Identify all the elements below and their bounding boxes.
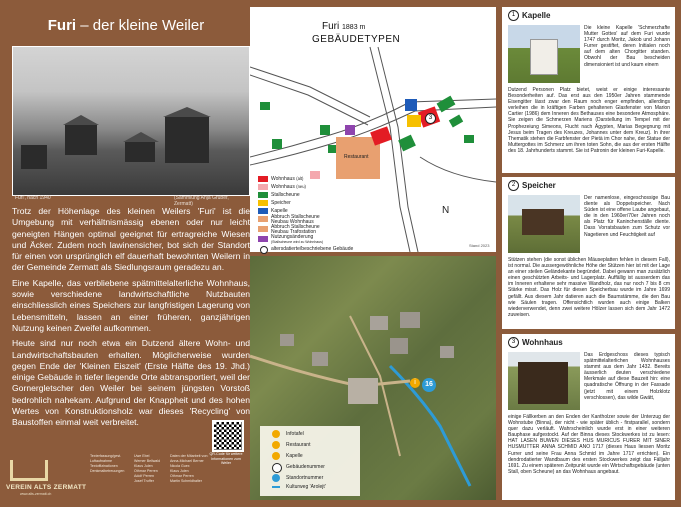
credit-name: Othmar Perren: [170, 474, 194, 478]
restaurant-label: Restaurant: [344, 154, 369, 160]
credits-col-1: [90, 454, 124, 474]
legend-label: Abbruch Stallscheune: [271, 224, 320, 230]
aerial-legend: [260, 426, 360, 496]
left-column: [6, 6, 250, 501]
logo-url: www.alts-zermatt.ch: [20, 492, 52, 496]
legend-swatch: [258, 226, 268, 232]
circle-icon: [260, 246, 268, 254]
map-subtitle: GEBÄUDETYPEN: [312, 34, 401, 45]
restaurant-icon: [272, 441, 280, 449]
credits-col-2: [134, 454, 160, 484]
chapel-icon: [272, 452, 280, 460]
legend-row: [258, 191, 353, 199]
map-legend: [258, 175, 353, 253]
legend-swatch: [258, 208, 268, 214]
historic-photo: [12, 46, 250, 196]
credit-label: Denkmalbetreuungen: [90, 469, 125, 473]
map-title-text: Furi: [322, 21, 340, 32]
photo-house: [125, 142, 155, 162]
logo-house-icon: [10, 460, 48, 481]
legend-label: Wohnhaus: [271, 176, 295, 182]
building-stallscheune: [272, 139, 282, 149]
kapelle-building: [530, 39, 558, 75]
legend-row: [258, 175, 353, 183]
map-stand: Stand 2023: [469, 243, 490, 248]
credit-name: Nicola Guex: [170, 464, 190, 468]
panel-kapelle: [502, 7, 675, 173]
credit-name: Daten der Mitarbeit von:: [170, 454, 209, 458]
legend-swatch: [258, 216, 268, 222]
panel-text: Der namenlose, eingeschossige Bau diente als Doppelspeicher. Nach Süden ist eine offene Laube angebaut, die in den 1960er/70er Jahren noch als Platz für Kaninchenställe diente. Dass Vorratsbauten zum Schutz vor Nagetieren und Feuchtigkeit auf: [584, 195, 670, 238]
building-nutzungsaenderung: [345, 125, 355, 135]
photo-credit: (Sammlung Anja Gruber, Zermatt): [174, 195, 229, 207]
legend-note: Neubau Trafostation: [271, 229, 317, 235]
photo-house: [65, 125, 97, 155]
credit-name: Othmar Perren: [134, 469, 158, 473]
footer: [6, 432, 244, 500]
credit-name: Klaus Julen: [170, 469, 189, 473]
panel-text: Die kleine Kapelle 'Schmerzhafte Mutter Gottes' auf dem Furi wurde 1747 durch Moritz, Jakob und Johann Furrer gestiftet, deren Initialen noch auf dem alten Chorgitter standen. Obwohl der Bau bescheiden dimensioniert ist und kaum einem: [584, 25, 670, 68]
credit-name: Anna-Michael Berner: [170, 459, 204, 463]
panel-number: 3: [508, 337, 519, 348]
photo-roof: [63, 115, 99, 125]
aerial-legend-label: Kapelle: [286, 453, 303, 459]
legend-note: (neu): [296, 184, 306, 189]
building-kapelle: [405, 99, 417, 111]
aerial-legend-label: Infotafel: [286, 431, 304, 437]
credit-name: Adolf Perren: [134, 474, 154, 478]
panel-speicher: [502, 177, 675, 329]
legend-label: Kapelle: [271, 208, 288, 214]
panel-number: 2: [508, 180, 519, 191]
legend-row: [258, 183, 353, 191]
legend-swatch: [258, 200, 268, 206]
building-speicher: [407, 115, 421, 127]
credit-name: Martin Schmidhalter: [170, 479, 202, 483]
panel-text: einige Fällkerben an den Enden der Kantholzer sowie der Unterzug der Wohnstube (Binna), der nicht - wie später üblich - firstparallel, sondern quer dazu verläuft. Wahrscheinlich wurde erst in einer weiteren Bauphase aufgestockt. Auf der Binna dieses Stockwerkes ist zu lesen: HAT LASEN BUWEN DIESES HUS MURICUS FURER MIT SINER HUSMUTTER ANNA SCHMID ANO 1717 (dieses Haus liessen Moritz Furrer und seine Frau Anna Schmid im Jahre 1717 errichten). Ein dendrodatierter Wandbaum des ersten Stockwerkes zeigt das Fälljahr 1691. Zu einem späteren Zeitpunkt wurde ein Wirtschaftsgebäude (unten Stall, oben Scheune) an das Wohnhaus angebaut.: [508, 414, 670, 475]
photo-roof: [163, 107, 211, 117]
building-stallscheune: [464, 135, 474, 143]
building-stallscheune: [320, 125, 330, 135]
legend-row: [258, 245, 353, 253]
building-number-3[interactable]: 3: [425, 113, 436, 124]
photo-house: [21, 145, 47, 169]
info-icon[interactable]: i: [410, 378, 420, 388]
credit-name: Klaus Julen: [134, 464, 153, 468]
speicher-building: [522, 209, 564, 235]
legend-swatch: [258, 184, 268, 190]
legend-label: Stallscheune: [271, 192, 300, 198]
credit-name: Josef Truffer: [134, 479, 154, 483]
legend-label: altersdatierte/beschriebene Gebäude: [271, 246, 354, 252]
title-sub: – der kleine Weiler: [80, 17, 205, 34]
legend-note: Neubau Wohnhaus: [271, 219, 314, 225]
intro-paragraph: Eine Kapelle, das verbliebene spätmittelalterliche Wohnhaus, sowie verschiedene landwirtschaftliche Nutzbauten einschliesslich eines Speichers zur langfristigen Lagerung von Lebensmitteln, lassen an einer früheren, ganzjährigen Nutzung keinen Zweifel aufkommen.: [12, 277, 250, 333]
aerial-legend-label: Restaurant: [286, 442, 311, 448]
photo-roof: [123, 132, 159, 142]
legend-label: Abbruch Stallscheune: [271, 214, 320, 220]
north-arrow-icon: N: [442, 205, 450, 216]
legend-label: Speicher: [271, 200, 291, 206]
credit-name: Uwe Ebel: [134, 454, 150, 458]
credit-label: Texterfassung/gest.: [90, 454, 122, 458]
building-stallscheune: [328, 145, 336, 153]
panel-number: 1: [508, 10, 519, 21]
wohnhaus-photo: [508, 352, 580, 410]
photo-house: [165, 117, 209, 163]
legend-label: Wohnhaus: [271, 184, 295, 190]
aerial-legend-label: Gebäudenummer: [286, 464, 325, 470]
trail-icon: [272, 486, 280, 488]
photo-caption: 'Furi', nach 1940: [14, 195, 51, 201]
standort-icon: [272, 474, 280, 482]
intro-paragraph: Heute sind nur noch etwa ein Dutzend ältere Wohn- und Landwirtschaftsbauten erhalten. Möglicherweise wurden gegen Ende der 'Kleinen Eiszeit' (Erste Hälfte des 19. Jhd.) einige Gebäude in tiefer liegende Orte abtransportiert, weil der Gornergletscher den Weiler bei seinem jüngsten Vorstoß bedrohlich nahekam. Aufgrund der Knappheit und des hohen Wertes von Konstruktionsholz war dieses 'Recycling' von Baustoffen einmal weit verbreitet.: [12, 338, 250, 428]
building-types-map: [250, 7, 496, 252]
panel-wohnhaus: [502, 334, 675, 500]
credit-label: Textoffizinationen: [90, 464, 118, 468]
panel-title: Speicher: [522, 181, 556, 190]
panel-title: Kapelle: [522, 11, 551, 20]
credits-col-3: [170, 454, 208, 484]
building-stallscheune: [260, 102, 270, 110]
legend-swatch: [258, 176, 268, 182]
aerial-legend-label: Standortnummer: [286, 475, 324, 481]
intro-paragraph: Trotz der Höhenlage des kleinen Weilers 'Furi' ist die Umgebung mit verhältnismässig ebenen oder nur leicht geneigten Hängen optimal geeignet für ertragreiche Wiesen und Äcker. Zudem noch lawinensicher, bot sich der Standort für einen von ursprünglich elf dauerhaft bewohnten Weilern in der Gemeinde Zermatt als Siedlungsraum geradezu an.: [12, 206, 250, 273]
legend-swatch: [258, 192, 268, 198]
standort-16[interactable]: 16: [422, 378, 436, 392]
map-elevation: 1883 m: [342, 24, 366, 31]
building-number-icon: [272, 463, 282, 473]
info-icon: [272, 430, 280, 438]
legend-swatch: [258, 236, 268, 242]
aerial-legend-label: Kulturweg 'Arolejt': [286, 484, 326, 490]
aerial-map: [250, 256, 496, 500]
title-main: Furi: [47, 17, 77, 34]
legend-note: (Stallscheune wird zu Wohnhaus): [271, 240, 324, 244]
panel-text: Das Erdgeschoss dieses typisch spätmittelalterlichen Wohnhauses stammt aus dem Jahr 1432. Bereits äusserlich deuten verschiedene Merkmale auf diese Bauzeit hin: eine quadratische Öffnung in der Fassade (jetzt mit einem Holzklotz verschlossen), das wilde Gwätt,: [584, 352, 670, 401]
board-title: [6, 6, 246, 46]
map-title: [322, 21, 365, 32]
wohnhaus-building: [518, 362, 568, 404]
legend-row: [258, 199, 353, 207]
credit-name: Werner Bellwald: [134, 459, 161, 463]
panel-title: Wohnhaus: [522, 338, 563, 347]
panel-text: Stützen stehen (die sonst üblichen Mäuseplatten fehlen in diesem Fall), ist normal. Die aussergewöhnliche Höhe der Stützen hier ist mit der Lage an einer steilen Geländekante begründet. Dabei gewann man zusätzlich einen geschützten Arbeits- und Lagerplatz. Auffällig ist ausserdem das im Inneren erhaltene sehr massive Wandholz, das nur noch 7 bis 8 cm Stärke misst. Das Holz für diesen Speicherbau wurde im Jahre 1699 gefällt. Aus diesem Jahr datieren auch die Baumstämme, die den Bau wie Säulen tragen. Offensichtlich wurden auch einige Balken wiederverwendet, denn zwei weitere Hölzer lassen sich dem Jahr 1472 zuweisen.: [508, 257, 670, 318]
panel-text: Dutzend Personen Platz bietet, weist er einige interessante Besonderheiten auf. Das erst aus den 1950er Jahren stammende Eisengitter lässt zwar den Raum noch enger empfinden, allerdings verleihen die in kräftigen Farben gehaltenen Glasfenster von Marion Cartier (1986) dem Inneren des Bethauses eine besondere Atmosphäre. Sie zeigen die Schmerzen Mariens (Darstellung im Tempel mit der Prophezeiung Simeons, Flucht nach Ägypten, Marias Begegnung mit Jesus beim Tragen des Kreuzes, Johannes unter dem Kreuz). In ihrer Thematik stehen die Farbfenster der Pietà im Chor nahe, der Statue der Muttergottes im Schmerz um ihren toten Sohn, die aus der ersten Hälfte des 18. Jahrhunderts stammt. Sie ist Patronin der kleinen Furi-Kapelle.: [508, 87, 670, 154]
intro-text: [12, 206, 250, 433]
speicher-photo: [508, 195, 580, 253]
legend-label: Nutzungsänderung: [271, 234, 314, 240]
legend-note: (alt): [296, 176, 304, 181]
kapelle-photo: [508, 25, 580, 83]
qr-caption: QR-Code für weitere Informationen zum Weiler: [209, 452, 243, 466]
credit-label: Luftaufnahme: [90, 459, 112, 463]
legend-row: [258, 235, 353, 245]
logo: VEREIN ALTS ZERMATT: [6, 484, 87, 491]
